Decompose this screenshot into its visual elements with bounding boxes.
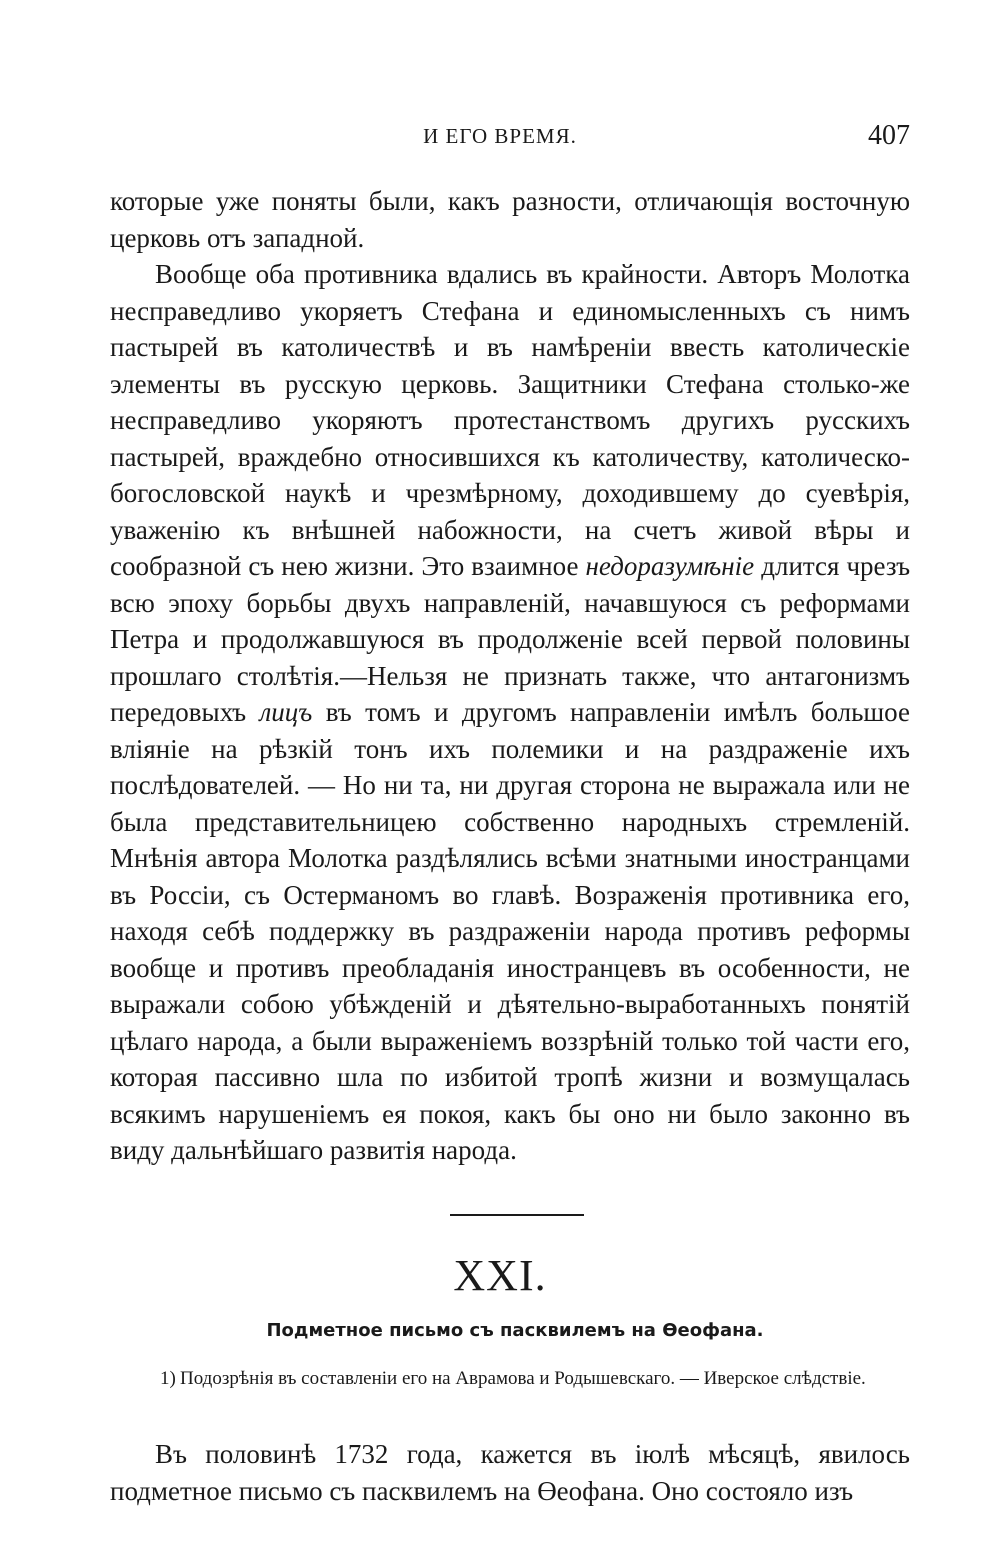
paragraph-text-part: длится чрезъ всю эпоху борьбы двухъ направленій, начавшуюся съ реформами Петра и продолжавшуюся въ продолженіе всей первой половины прошлаго столѣтія.—Нельзя не признать также, что антагонизмъ передовыхъ bbox=[110, 551, 911, 727]
emphasis-persons: лицъ bbox=[259, 697, 313, 727]
paragraph-continuation: которые уже поняты были, какъ разности, отличающія восточную церковь отъ западной. bbox=[110, 186, 910, 253]
running-title: И ЕГО ВРЕМЯ. bbox=[423, 124, 577, 148]
main-text bbox=[110, 183, 910, 1169]
paragraph-opponents bbox=[110, 256, 910, 1169]
chapter-title: Подметное письмо съ пасквилемъ на Өеофана. bbox=[266, 1320, 764, 1341]
paragraph-text-part: Вообще оба противника вдались въ крайности. Авторъ Молотка несправедливо укоряетъ Стефана и единомысленныхъ съ нимъ пастырей въ католичествѣ и въ намѣреніи ввесть католическіе элементы въ русскую церковь. Защитники Стефана столько-же несправедливо укоряютъ протестанствомъ другихъ русскихъ пастырей, враждебно относившихся къ католичеству, католическо-богословской наукѣ и чрезмѣрному, доходившему до суевѣрія, уваженію къ внѣшней набожности, на счетъ живой вѣры и сообразной съ нею жизни. Это взаимное bbox=[110, 259, 910, 581]
emphasis-misunderstanding: недоразумѣніе bbox=[585, 551, 755, 581]
subtopic-number: 1) bbox=[160, 1368, 176, 1389]
chapter-subtopic bbox=[160, 1365, 890, 1392]
chapter-opening-text bbox=[110, 1436, 910, 1509]
chapter-number: XXI. bbox=[453, 1251, 547, 1300]
paragraph-text-part: въ томъ и другомъ направленіи имѣлъ большое вліяніе на рѣзкій тонъ ихъ полемики и на раздраженіе ихъ послѣдователей. — Но ни та, ни другая сторона не выражала или не была представительницею собственно народныхъ стремленій. Мнѣнія автора Молотка раздѣлялись всѣми знатными иностранцами въ Россіи, съ Остерманомъ во главѣ. Возраженія противника его, находя себѣ поддержку въ раздраженіи народа противъ реформы вообще и противъ преобладанія иностранцевъ въ особенности, не выражали собою убѣжденій и дѣятельно-выработанныхъ понятій цѣлаго народа, а были выраженіемъ воззрѣній только той части его, которая пассивно шла по избитой тропѣ жизни и возмущалась всякимъ нарушеніемъ ея покоя, какъ бы оно ни было законно въ виду дальнѣйшаго развитія народа. bbox=[110, 697, 910, 1165]
page-number: 407 bbox=[868, 120, 910, 151]
running-header bbox=[0, 120, 1000, 150]
paragraph-opening: Въ половинѣ 1732 года, кажется въ іюлѣ мѣсяцѣ, явилось подметное письмо съ пасквилемъ на Өеофана. Оно состояло изъ bbox=[110, 1439, 910, 1506]
section-divider bbox=[450, 1214, 584, 1216]
subtopic-text: Подозрѣнія въ составленіи его на Аврамова и Родышевскаго. — Иверское слѣдствіе. bbox=[180, 1368, 866, 1389]
